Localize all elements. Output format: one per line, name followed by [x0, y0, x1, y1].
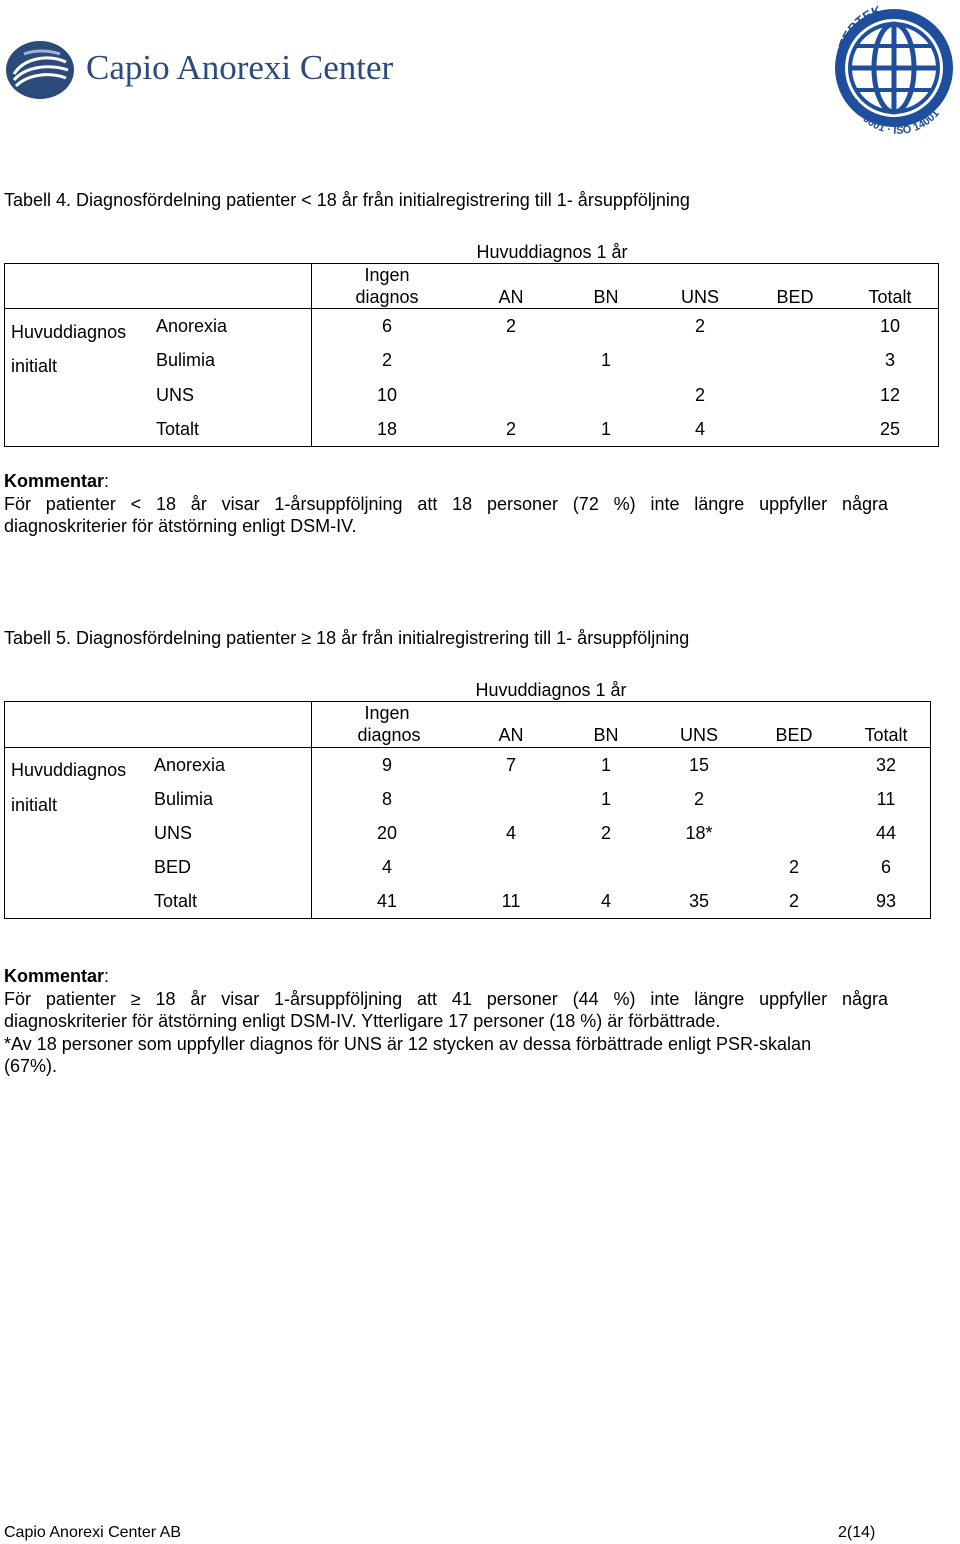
table4-caption: Tabell 4. Diagnosfördelning patienter < 18 år från initialregistrering till 1- årsuppföljning [4, 190, 690, 210]
iso-text: ISO 9001 · ISO 14001 [847, 97, 942, 134]
table4-group-header: Huvuddiagnos 1 år [476, 242, 628, 262]
table-cell: 2 [694, 385, 706, 405]
table-cell: 2 [600, 823, 612, 843]
table-cell: 4 [381, 857, 393, 877]
table-cell: 1 [600, 755, 612, 775]
table-cell: 4 [505, 823, 517, 843]
table-cell: 2 [505, 419, 517, 439]
table-row-label: Bulimia [154, 789, 214, 809]
table5-col-uns: UNS [679, 725, 719, 745]
table5-row-group-label-2: initialt [11, 795, 58, 815]
table-cell: 4 [694, 419, 706, 439]
table5-col-ingen: Ingen [364, 703, 410, 723]
comment-colon: : [104, 471, 110, 491]
comment-line: (67%). [4, 1056, 58, 1077]
table-cell: 10 [879, 316, 901, 336]
table-cell: 2 [381, 350, 393, 370]
table-cell: 10 [376, 385, 398, 405]
table4-comment [4, 470, 888, 538]
table-cell: 18 [376, 419, 398, 439]
table-cell: 2 [788, 857, 800, 877]
table4-col-totalt: Totalt [868, 287, 912, 307]
table-cell: 93 [875, 891, 897, 911]
table5-col-diagnos: diagnos [357, 725, 421, 745]
table4-col-bed: BED [776, 287, 814, 307]
table5-col-totalt: Totalt [864, 725, 908, 745]
table5-group-header: Huvuddiagnos 1 år [475, 680, 627, 700]
table4-row-group-label: Huvuddiagnos [11, 322, 127, 342]
table-row-label: UNS [154, 823, 193, 843]
table-cell: 15 [688, 755, 710, 775]
table5-col-bed: BED [775, 725, 813, 745]
table-row-label: UNS [156, 385, 195, 405]
table-row-label: BED [154, 857, 192, 877]
comment-heading: Kommentar [4, 966, 105, 986]
table-row-label: Bulimia [156, 350, 216, 370]
table-cell: 2 [505, 316, 517, 336]
table5-col-bn: BN [593, 725, 619, 745]
comment-line: diagnoskriterier för ätstörning enligt DSM-IV. [4, 516, 357, 537]
table5-row-group-label: Huvuddiagnos [11, 760, 127, 780]
table-row-label: Anorexia [154, 755, 226, 775]
table-cell: 1 [600, 350, 612, 370]
footer-company: Capio Anorexi Center AB [4, 1524, 181, 1541]
table-row-label: Totalt [156, 419, 200, 439]
table-cell: 11 [501, 891, 521, 911]
table-cell: 7 [505, 755, 517, 775]
table-cell: 3 [884, 350, 896, 370]
intertek-iso-logo [826, 0, 960, 134]
comment-line: *Av 18 personer som uppfyller diagnos för UNS är 12 stycken av dessa förbättrade enligt PSR-skalan [4, 1033, 812, 1054]
comment-heading: Kommentar [4, 471, 105, 491]
comment-line: För patienter < 18 år visar 1-årsuppföljning att 18 personer (72 %) inte längre uppfyller några [4, 493, 888, 514]
table-cell: 6 [381, 316, 393, 336]
table4-col-diagnos: diagnos [355, 287, 419, 307]
table5-col-an: AN [498, 725, 524, 745]
table-cell: 41 [376, 891, 398, 911]
capio-hand-icon [4, 36, 80, 102]
table-cell: 12 [879, 385, 901, 405]
table-cell: 2 [693, 789, 705, 809]
comment-line: För patienter ≥ 18 år visar 1-årsuppföljning att 41 personer (44 %) inte längre uppfyller några [4, 988, 888, 1009]
table-cell: 11 [876, 789, 896, 809]
table-cell: 6 [880, 857, 892, 877]
table4-col-uns: UNS [680, 287, 720, 307]
table-row-label: Totalt [154, 891, 198, 911]
intertek-text: INTERTEK [833, 2, 884, 63]
table4-col-bn: BN [593, 287, 619, 307]
table-cell: 9 [381, 755, 393, 775]
capio-logo-text: Capio Anorexi Center [86, 48, 394, 87]
table-row-label: Anorexia [156, 316, 228, 336]
table-cell: 20 [376, 823, 398, 843]
table5-caption: Tabell 5. Diagnosfördelning patienter ≥ 18 år från initialregistrering till 1- årsuppföljning [4, 628, 690, 648]
comment-colon: : [104, 966, 110, 986]
globe-icon [826, 0, 960, 134]
table-cell: 44 [875, 823, 897, 843]
table-cell: 2 [788, 891, 800, 911]
comment-line: diagnoskriterier för ätstörning enligt DSM-IV. Ytterligare 17 personer (18 %) är förbättrade. [4, 1011, 721, 1032]
table-cell: 1 [600, 419, 612, 439]
table-cell: 32 [875, 755, 897, 775]
footer-page-number: 2(14) [838, 1524, 876, 1541]
table5-comment [4, 965, 888, 1078]
table-cell: 18* [685, 823, 713, 843]
table-cell: 8 [381, 789, 393, 809]
table-cell: 2 [694, 316, 706, 336]
table-cell: 1 [600, 789, 612, 809]
table4-col-ingen: Ingen [364, 265, 410, 285]
table-cell: 25 [879, 419, 901, 439]
table-cell: 35 [688, 891, 710, 911]
table-cell: 4 [600, 891, 612, 911]
table4-row-group-label-2: initialt [11, 356, 58, 376]
table4-col-an: AN [498, 287, 524, 307]
